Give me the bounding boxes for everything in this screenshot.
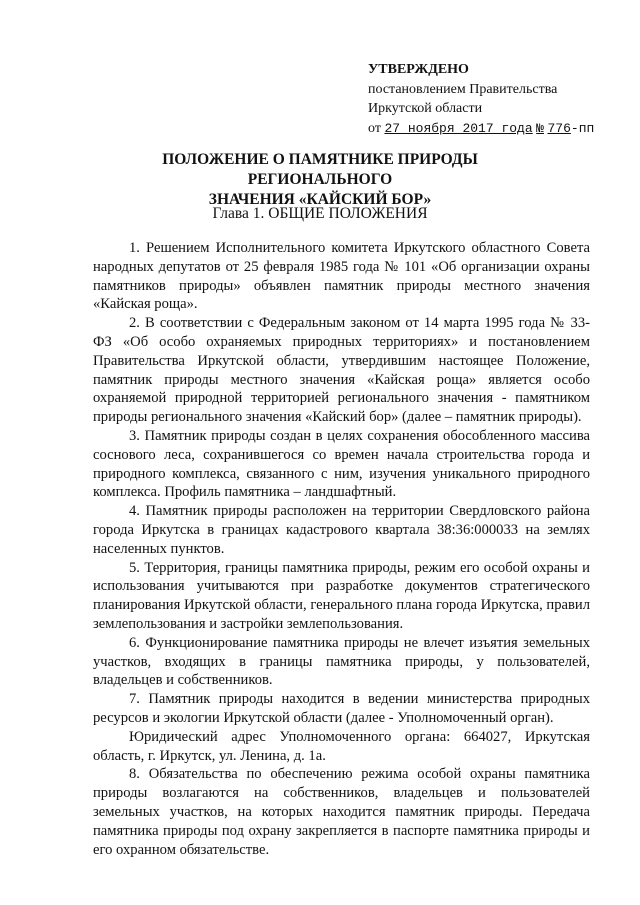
paragraph-1: 1. Решением Исполнительного комитета Иркутского областного Совета народных депутатов от 25 февраля 1985 года № 101 «Об организации охраны памятников природы» объявлен памятник природы местного значения «Кайская роща». xyxy=(93,240,590,313)
approval-line-1: постановлением Правительства xyxy=(368,81,558,97)
paragraph-7-address: Юридический адрес Уполномоченного органа: 664027, Иркутская область, г. Иркутск, ул. Ленина, д. 1а. xyxy=(93,728,590,764)
paragraph-6: 6. Функционирование памятника природы не влечет изъятия земельных участков, входящих в границы памятника природы, у пользователей, владельцев и собственников. xyxy=(93,634,590,689)
title-line-1: ПОЛОЖЕНИЕ О ПАМЯТНИКЕ ПРИРОДЫ РЕГИОНАЛЬНОГО xyxy=(162,151,478,188)
paragraph-3: 3. Памятник природы создан в целях сохранения обособленного массива соснового леса, сохранившегося со времен начала строительства города и природного комплекса, связанного с ним, изучения уникального природного комплекса. Профиль памятника – ландшафтный. xyxy=(93,427,590,501)
document-title xyxy=(90,150,550,210)
paragraph-7: 7. Памятник природы находится в ведении министерства природных ресурсов и экологии Иркутской области (далее - Уполномоченный орган). xyxy=(93,691,590,726)
paragraph-4: 4. Памятник природы расположен на территории Свердловского района города Иркутска в границах кадастрового квартала 38:36:000033 на землях населенных пунктов. xyxy=(93,503,590,557)
approval-prefix: от xyxy=(368,120,381,136)
paragraph-2: 2. В соответствии с Федеральным законом от 14 марта 1995 года № 33-ФЗ «Об особо охраняемых природных территориях» и постановлением Правительства Иркутской области, утвердившим настоящее Положение, памятник природы местного значения «Кайская роща» является особо охраняемой природной территорией регионального значения - памятником природы регионального значения «Кайский бор» (далее – памятник природы). xyxy=(93,315,590,426)
chapter-heading: Глава 1. ОБЩИЕ ПОЛОЖЕНИЯ xyxy=(212,205,428,222)
approval-heading: УТВЕРЖДЕНО xyxy=(368,62,469,77)
approval-line-2: Иркутской области xyxy=(368,101,483,116)
title-line-2: ЗНАЧЕНИЯ «КАЙСКИЙ БОР» xyxy=(208,191,432,208)
approval-number-suffix: -пп xyxy=(570,120,595,136)
approval-date: 27 ноября 2017 года xyxy=(384,120,533,136)
approval-number: 776 xyxy=(547,120,571,136)
approval-number-sign: № xyxy=(536,120,544,136)
approval-date-line xyxy=(368,119,630,139)
approval-stamp-block xyxy=(368,60,630,138)
paragraph-8: 8. Обязательства по обеспечению режима особой охраны памятника природы возлагаются на собственников, владельцев и пользователей земельных участков, на которых находится памятник природы. Передача памятника природы под охрану закрепляется в паспорте памятника природы и его охранном обязательстве. xyxy=(93,766,590,858)
paragraph-5: 5. Территория, границы памятника природы, режим его особой охраны и использования учитываются при разработке документов стратегического планирования Иркутской области, генерального плана города Иркутска, правил землепользования и застройки землепользования. xyxy=(93,559,590,632)
document-body xyxy=(93,239,590,859)
